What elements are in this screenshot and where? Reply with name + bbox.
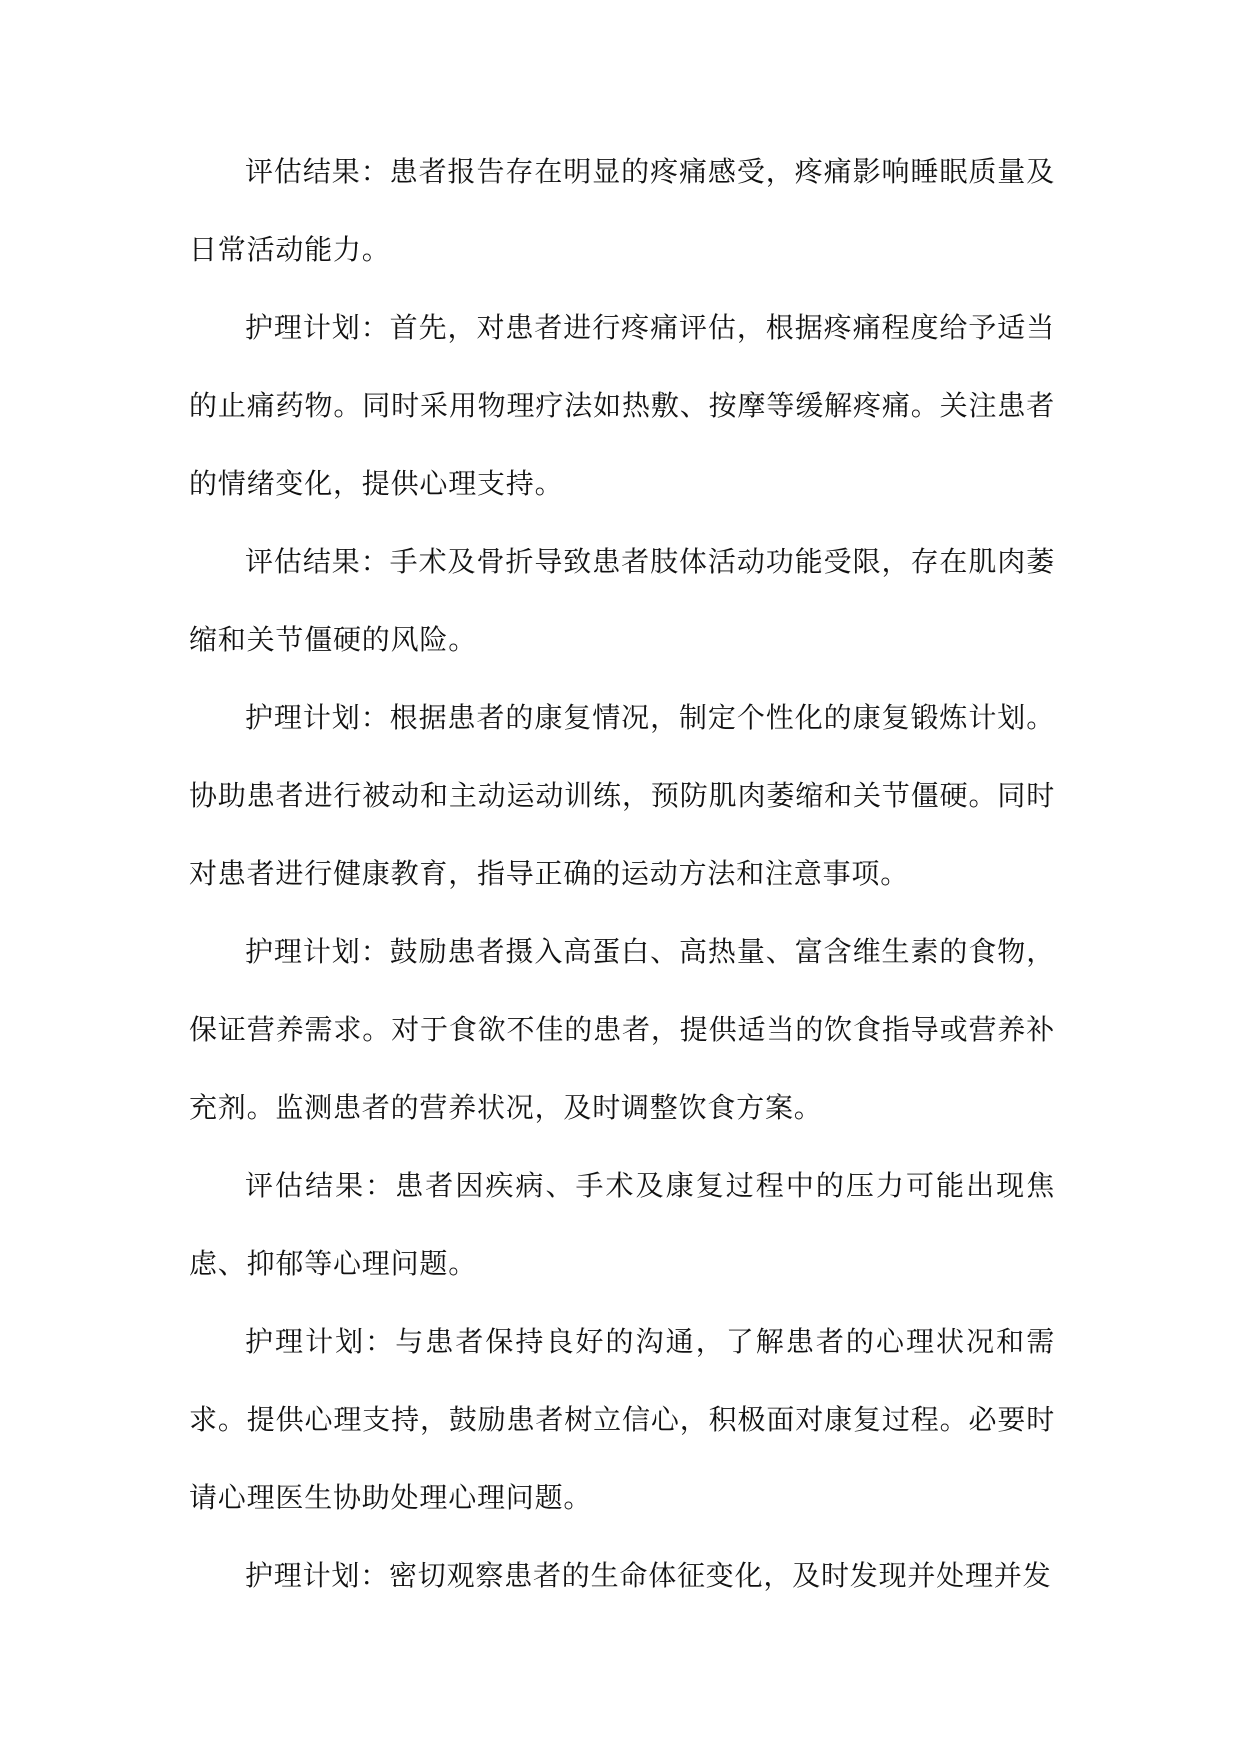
paragraph-rehab-care-plan: 护理计划：根据患者的康复情况，制定个性化的康复锻炼计划。协助患者进行被动和主动运动训练，预防肌肉萎缩和关节僵硬。同时对患者进行健康教育，指导正确的运动方法和注意事项。 xyxy=(189,701,1055,890)
paragraph-psychological-assessment: 评估结果：患者因疾病、手术及康复过程中的压力可能出现焦虑、抑郁等心理问题。 xyxy=(189,1169,1055,1280)
paragraph-psychological-care-plan: 护理计划：与患者保持良好的沟通，了解患者的心理状况和需求。提供心理支持，鼓励患者树立信心，积极面对康复过程。必要时请心理医生协助处理心理问题。 xyxy=(189,1325,1055,1514)
paragraph-nutrition-care-plan: 护理计划：鼓励患者摄入高蛋白、高热量、富含维生素的食物，保证营养需求。对于食欲不佳的患者，提供适当的饮食指导或营养补充剂。监测患者的营养状况，及时调整饮食方案。 xyxy=(189,935,1055,1124)
paragraph-vital-signs-care-plan: 护理计划：密切观察患者的生命体征变化，及时发现并处理并发 xyxy=(245,1559,1052,1592)
paragraph-pain-care-plan: 护理计划：首先，对患者进行疼痛评估，根据疼痛程度给予适当的止痛药物。同时采用物理疗法如热敷、按摩等缓解疼痛。关注患者的情绪变化，提供心理支持。 xyxy=(189,311,1055,500)
paragraph-mobility-assessment: 评估结果：手术及骨折导致患者肢体活动功能受限，存在肌肉萎缩和关节僵硬的风险。 xyxy=(189,545,1055,656)
paragraph-pain-assessment: 评估结果：患者报告存在明显的疼痛感受，疼痛影响睡眠质量及日常活动能力。 xyxy=(189,155,1055,266)
document-body xyxy=(189,133,1055,1615)
